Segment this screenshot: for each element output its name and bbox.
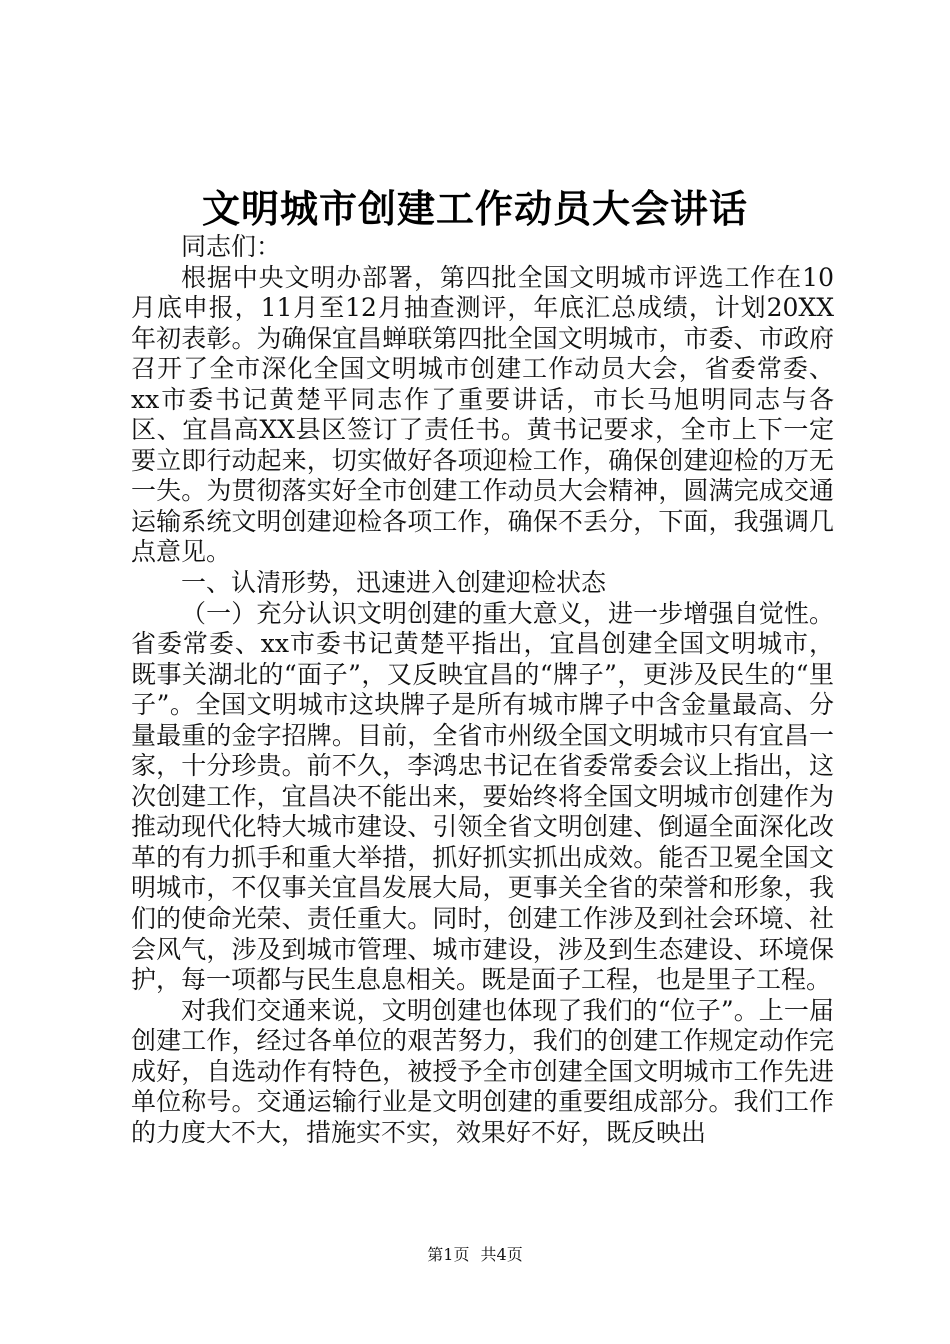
paragraph-transport: 对我们交通来说，文明创建也体现了我们的“位子”。上一届创建工作，经过各单位的艰苦努力，我们的创建工作规定动作完成好，自选动作有特色，被授予全市创建全国文明城市工作先进单位称号。交通运输行业是文明创建的重要组成部分。我们工作的力度大不大，措施实不实，效果好不好，既反映出 (131, 995, 834, 1147)
document-body (131, 232, 834, 1148)
page-footer (0, 1242, 950, 1265)
page-number: 第1页 (427, 1245, 470, 1264)
paragraph-significance: （一）充分认识文明创建的重大意义，进一步增强自觉性。省委常委、xx市委书记黄楚平指出，宜昌创建全国文明城市，既事关湖北的“面子”，又反映宜昌的“牌子”，更涉及民生的“里子”。全国文明城市这块牌子是所有城市牌子中含金量最高、分量最重的金字招牌。目前，全省市州级全国文明城市只有宜昌一家，十分珍贵。前不久，李鸿忠书记在省委常委会议上指出，这次创建工作，宜昌决不能出来，要始终将全国文明城市创建作为推动现代化特大城市建设、引领全省文明创建、倒逼全面深化改革的有力抓手和重大举措，抓好抓实抓出成效。能否卫冕全国文明城市，不仅事关宜昌发展大局，更事关全省的荣誉和形象，我们的使命光荣、责任重大。同时，创建工作涉及到社会环境、社会风气，涉及到城市管理、城市建设，涉及到生态建设、环境保护，每一项都与民生息息相关。既是面子工程，也是里子工程。 (131, 598, 834, 995)
document-title: 文明城市创建工作动员大会讲话 (201, 186, 748, 231)
page-total: 共4页 (480, 1245, 523, 1264)
section-heading: 一、认清形势，迅速进入创建迎检状态 (181, 568, 607, 598)
salutation: 同志们： (181, 232, 282, 261)
paragraph-intro: 根据中央文明办部署，第四批全国文明城市评选工作在10月底申报，11月至12月抽查测评，年底汇总成绩，计划20XX年初表彰。为确保宜昌蝉联第四批全国文明城市，市委、市政府召开了全市深化全国文明城市创建工作动员大会，省委常委、xx市委书记黄楚平同志作了重要讲话，市长马旭明同志与各区、宜昌高XX县区签订了责任书。黄书记要求，全市上下一定要立即行动起来，切实做好各项迎检工作，确保创建迎检的万无一失。为贯彻落实好全市创建工作动员大会精神，圆满完成交通运输系统文明创建迎检各项工作，确保不丢分，下面，我强调几点意见。 (131, 262, 834, 567)
